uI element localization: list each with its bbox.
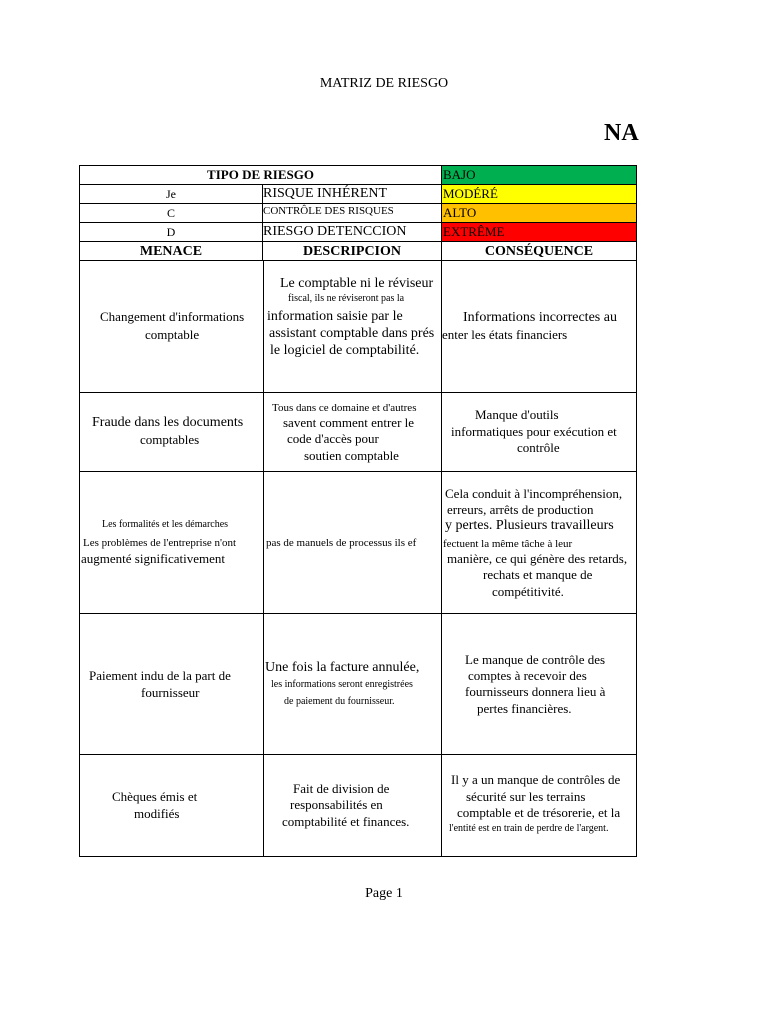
consequence-text: contrôle	[517, 440, 560, 455]
description-text: comptabilité et finances.	[282, 814, 410, 829]
risk-code-control: C	[79, 203, 263, 222]
grid-line	[79, 613, 637, 614]
consequence-text: sécurité sur les terrains	[466, 789, 586, 804]
menace-text: Paiement indu de la part de	[89, 668, 231, 683]
consequence-text: informatiques pour exécution et	[451, 424, 617, 439]
description-text: Fait de division de	[293, 781, 390, 796]
menace-text: comptables	[140, 432, 200, 447]
description-text: assistant comptable dans prés	[269, 326, 435, 341]
consequence-text: fournisseurs donnera lieu à	[465, 684, 606, 699]
menace-text: comptable	[145, 327, 200, 342]
column-header-description: DESCRIPCION	[263, 241, 442, 261]
consequence-text: Cela conduit à l'incompréhension,	[445, 486, 623, 501]
grid-line	[263, 260, 264, 857]
description-text: fiscal, ils ne réviseront pas la	[288, 293, 405, 304]
consequence-text: compétitivité.	[492, 584, 564, 599]
description-text: de paiement du fournisseur.	[284, 696, 395, 707]
risk-label-inherent: RISQUE INHÉRENT	[263, 184, 442, 203]
level-alto: ALTO	[442, 203, 637, 222]
description-text: savent comment entrer le	[283, 415, 415, 430]
grid-line	[79, 471, 637, 472]
grid-line	[636, 260, 637, 857]
grid-line	[79, 856, 637, 857]
consequence-text: comptes à recevoir des	[468, 668, 587, 683]
menace-text: modifiés	[134, 806, 180, 821]
consequence-text: fectuent la même tâche à leur	[443, 538, 573, 550]
consequence-text: l'entité est en train de perdre de l'argent.	[449, 823, 609, 834]
risk-type-header: TIPO DE RIESGO	[79, 165, 442, 184]
consequence-text: Il y a un manque de contrôles de	[451, 772, 621, 787]
description-text: le logiciel de comptabilité.	[270, 343, 420, 358]
description-text: information saisie par le	[267, 309, 403, 324]
description-text: Tous dans ce domaine et d'autres	[272, 402, 417, 414]
description-text: Une fois la facture annulée,	[265, 660, 420, 675]
level-modere: MODÉRÉ	[442, 184, 637, 203]
description-text: Le comptable ni le réviseur	[280, 276, 434, 291]
consequence-text: y pertes. Plusieurs travailleurs	[445, 518, 614, 533]
menace-text: Les formalités et les démarches	[102, 519, 229, 530]
description-text: les informations seront enregistrées	[271, 679, 413, 690]
description-text: pas de manuels de processus ils ef	[266, 537, 417, 549]
page-footer: Page 1	[365, 886, 403, 901]
risk-type-header-block	[79, 165, 637, 261]
page-title: MATRIZ DE RIESGO	[319, 76, 449, 91]
consequence-text: erreurs, arrêts de production	[447, 502, 594, 517]
menace-text: Changement d'informations	[100, 309, 245, 324]
risk-code-detection: D	[79, 222, 263, 241]
consequence-text: comptable et de trésorerie, et la	[457, 805, 621, 820]
description-text: soutien comptable	[304, 448, 399, 463]
consequence-text: enter les états financiers	[442, 327, 568, 342]
column-header-consequence: CONSÉQUENCE	[442, 241, 637, 261]
menace-text: augmenté significativement	[81, 551, 226, 566]
consequence-text: Manque d'outils	[475, 407, 559, 422]
grid-line	[441, 260, 442, 857]
level-extreme: EXTRÊME	[442, 222, 637, 241]
description-text: responsabilités en	[290, 797, 383, 812]
menace-text: Les problèmes de l'entreprise n'ont	[83, 537, 237, 549]
risk-code-inherent: Je	[79, 184, 263, 203]
grid-line	[79, 754, 637, 755]
grid-line	[79, 260, 80, 857]
column-header-menace: MENACE	[79, 241, 263, 261]
level-bajo: BAJO	[442, 165, 637, 184]
consequence-text: pertes financières.	[477, 701, 572, 716]
corner-label: NA	[604, 120, 639, 146]
description-text: code d'accès pour	[287, 431, 379, 446]
consequence-text: Le manque de contrôle des	[465, 652, 606, 667]
consequence-text: manière, ce qui génère des retards,	[447, 551, 628, 566]
consequence-text: Informations incorrectes au	[463, 310, 617, 325]
risk-label-detection: RIESGO DETENCCION	[263, 222, 442, 241]
grid-line	[79, 392, 637, 393]
menace-text: fournisseur	[141, 685, 200, 700]
menace-text: Chèques émis et	[112, 789, 198, 804]
risk-label-control: CONTRÔLE DES RISQUES	[263, 203, 442, 222]
grid-line	[79, 260, 637, 261]
consequence-text: rechats et manque de	[483, 567, 593, 582]
menace-text: Fraude dans les documents	[92, 415, 244, 430]
risk-matrix-table	[79, 260, 637, 857]
